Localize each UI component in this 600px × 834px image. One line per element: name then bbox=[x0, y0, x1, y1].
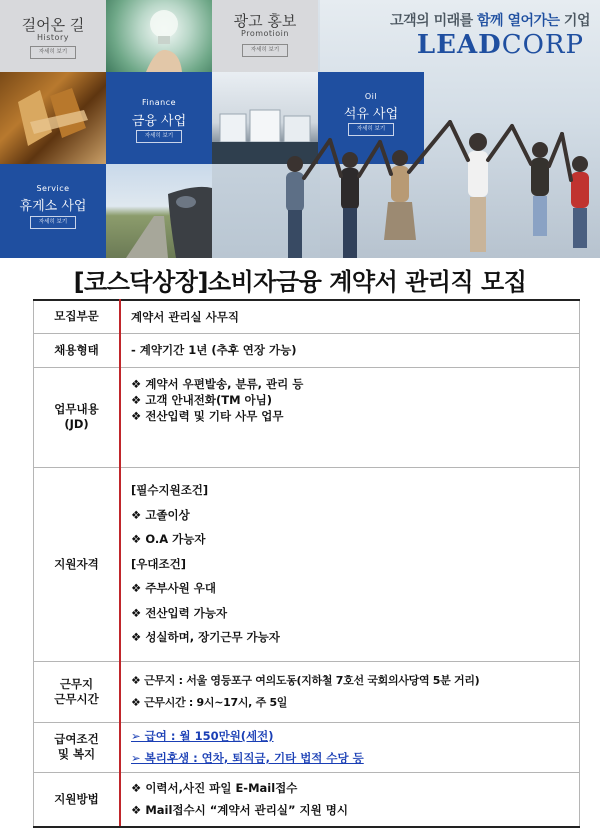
salary-value bbox=[120, 722, 580, 772]
jd-label bbox=[34, 367, 121, 467]
qualification-item: ❖ 주부사원 우대 bbox=[131, 581, 216, 596]
jd-item: ❖ 전산입력 및 기타 사무 업무 bbox=[131, 408, 284, 423]
apply-method-item: ❖ Mail접수시 “계약서 관리실” 지원 명시 bbox=[131, 803, 348, 818]
workplace-item: ❖ 근무시간 : 9시~17시, 주 5일 bbox=[131, 695, 288, 709]
letters-sculpture-icon bbox=[0, 72, 106, 164]
logo-part-corp: CORP bbox=[501, 30, 584, 60]
slogan-accent-text: 함께 열어가는 bbox=[477, 13, 560, 29]
qualification-heading-preferred: [우대조건] bbox=[131, 556, 186, 571]
slogan-text-end: 기업 bbox=[559, 13, 590, 29]
qualification-item: ❖ O.A 가능자 bbox=[131, 532, 206, 547]
salary-label bbox=[34, 722, 121, 772]
company-logo bbox=[417, 30, 584, 60]
recruitment-table bbox=[33, 299, 580, 828]
jd-item: ❖ 고객 안내전화(TM 아님) bbox=[131, 392, 272, 407]
apply-method-item: ❖ 이력서,사진 파일 E-Mail접수 bbox=[131, 781, 298, 796]
table-row bbox=[34, 300, 580, 333]
table-row bbox=[34, 333, 580, 367]
benefits-link[interactable]: ➢ 복리후생 : 연차, 퇴직금, 기타 법적 수당 등 bbox=[131, 751, 364, 765]
car-icon bbox=[106, 164, 212, 258]
promotion-detail-button[interactable]: 자세히 보기 bbox=[242, 44, 288, 57]
table-row bbox=[34, 722, 580, 772]
salary-label-line2: 및 복지 bbox=[57, 747, 96, 761]
finance-tile-title: 금융 사업 bbox=[131, 114, 187, 129]
qualification-value bbox=[120, 467, 580, 661]
finance-detail-button[interactable]: 자세히 보기 bbox=[136, 130, 182, 143]
lightbulb-icon bbox=[106, 0, 212, 72]
history-tile[interactable] bbox=[0, 0, 106, 72]
jd-value bbox=[120, 367, 580, 467]
table-row bbox=[34, 367, 580, 467]
dept-label: 모집부문 bbox=[34, 300, 121, 333]
slogan-text-start: 고객의 미래를 bbox=[390, 13, 478, 29]
oil-tile-subtitle: Oil bbox=[364, 92, 378, 101]
company-banner bbox=[0, 0, 600, 258]
service-tile-subtitle: Service bbox=[36, 184, 70, 193]
oil-detail-button[interactable]: 자세히 보기 bbox=[348, 123, 394, 136]
promotion-tile-title: 광고 홍보 bbox=[233, 12, 297, 30]
posting-title: [코스닥상장]소비자금융 계약서 관리직 모집 bbox=[73, 268, 527, 296]
history-tile-subtitle: History bbox=[37, 33, 69, 42]
road-car-photo bbox=[106, 164, 212, 258]
workplace-label-line1: 근무지 bbox=[59, 676, 94, 691]
qualification-item: ❖ 고졸이상 bbox=[131, 507, 190, 522]
workplace-item: ❖ 근무지 : 서울 영등포구 여의도동(지하철 7호선 국회의사당역 5분 거리) bbox=[131, 673, 480, 687]
employment-type-value: - 계약기간 1년 (추후 연장 가능) bbox=[120, 333, 580, 367]
company-slogan bbox=[390, 10, 590, 30]
table-row bbox=[34, 467, 580, 661]
table-row bbox=[34, 661, 580, 722]
service-detail-button[interactable]: 자세히 보기 bbox=[30, 216, 76, 229]
table-row bbox=[34, 772, 580, 827]
jd-item: ❖ 계약서 우편발송, 분류, 관리 등 bbox=[131, 376, 304, 391]
jd-label-line1: 업무내용 bbox=[54, 402, 99, 416]
promotion-tile[interactable] bbox=[212, 0, 318, 72]
finance-tile[interactable] bbox=[106, 72, 212, 164]
apply-method-value bbox=[120, 772, 580, 827]
promotion-tile-subtitle: Promotioin bbox=[241, 29, 289, 38]
oil-tile-title: 석유 사업 bbox=[343, 107, 399, 122]
service-tile[interactable] bbox=[0, 164, 106, 258]
workplace-label bbox=[34, 661, 121, 722]
wall-street-photo bbox=[0, 72, 106, 164]
workplace-label-line2: 근무시간 bbox=[54, 691, 99, 706]
lightbulb-photo bbox=[106, 0, 212, 72]
jd-label-line2: (JD) bbox=[64, 417, 89, 431]
finance-tile-subtitle: Finance bbox=[141, 98, 177, 107]
qualification-item: ❖ 전산입력 가능자 bbox=[131, 605, 228, 620]
people-jumping-illustration bbox=[250, 120, 600, 258]
qualification-label: 지원자격 bbox=[34, 467, 121, 661]
workplace-value bbox=[120, 661, 580, 722]
salary-label-line1: 급여조건 bbox=[54, 732, 99, 746]
qualification-heading-required: [필수지원조건] bbox=[131, 483, 209, 498]
dept-value: 계약서 관리실 사무직 bbox=[120, 300, 580, 333]
salary-link[interactable]: ➢ 급여 : 월 150만원(세전) bbox=[131, 729, 274, 743]
employment-type-label: 채용형태 bbox=[34, 333, 121, 367]
history-detail-button[interactable]: 자세히 보기 bbox=[30, 46, 76, 59]
logo-part-lead: LEAD bbox=[416, 30, 502, 60]
history-tile-title: 걸어온 길 bbox=[21, 16, 85, 34]
qualification-item: ❖ 성실하며, 장기근무 가능자 bbox=[131, 630, 280, 645]
apply-method-label: 지원방법 bbox=[34, 772, 121, 827]
service-tile-title: 휴게소 사업 bbox=[19, 199, 87, 214]
